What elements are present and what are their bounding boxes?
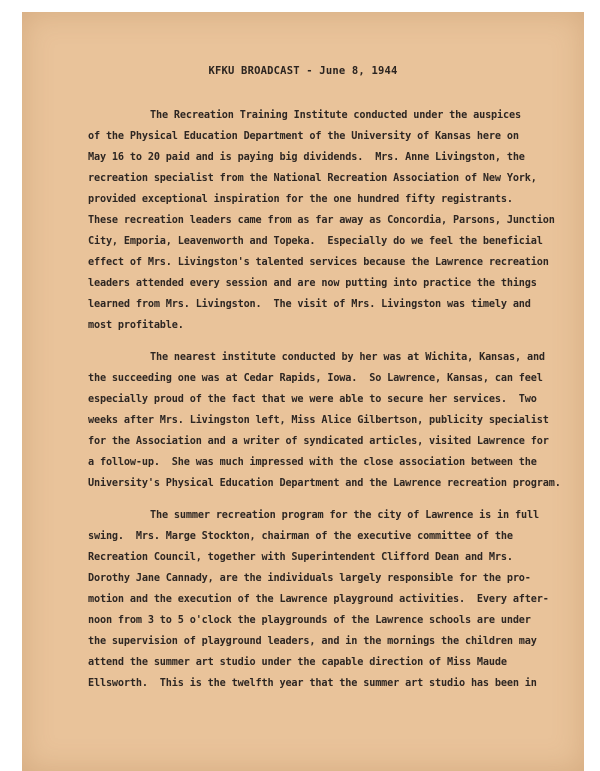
text-line: May 16 to 20 paid and is paying big dividends. Mrs. Anne Livingston, the: [88, 152, 525, 163]
text-line: of the Physical Education Department of the University of Kansas here on: [88, 131, 519, 142]
text-line: learned from Mrs. Livingston. The visit of Mrs. Livingston was timely and: [88, 299, 531, 310]
text-line: provided exceptional inspiration for the one hundred fifty registrants.: [88, 194, 513, 205]
text-line: University's Physical Education Department and the Lawrence recreation program.: [88, 478, 561, 489]
text-line: especially proud of the fact that we were able to secure her services. Two: [88, 394, 537, 405]
text-line: a follow-up. She was much impressed with the close association between the: [88, 457, 537, 468]
text-line: noon from 3 to 5 o'clock the playgrounds of the Lawrence schools are under: [88, 615, 531, 626]
text-line: the succeeding one was at Cedar Rapids, Iowa. So Lawrence, Kansas, can feel: [88, 373, 543, 384]
text-line: City, Emporia, Leavenworth and Topeka. Especially do we feel the beneficial: [88, 236, 543, 247]
text-line: recreation specialist from the National Recreation Association of New York,: [88, 173, 537, 184]
text-line: swing. Mrs. Marge Stockton, chairman of the executive committee of the: [88, 531, 513, 542]
text-line: most profitable.: [88, 320, 184, 331]
text-line: The Recreation Training Institute conducted under the auspices: [150, 110, 521, 121]
text-line: Recreation Council, together with Superintendent Clifford Dean and Mrs.: [88, 552, 513, 563]
text-line: for the Association and a writer of syndicated articles, visited Lawrence for: [88, 436, 549, 447]
text-line: motion and the execution of the Lawrence playground activities. Every after-: [88, 594, 549, 605]
text-line: leaders attended every session and are now putting into practice the things: [88, 278, 537, 289]
text-line: The summer recreation program for the city of Lawrence is in full: [150, 510, 539, 521]
text-line: Dorothy Jane Cannady, are the individuals largely responsible for the pro-: [88, 573, 531, 584]
text-line: The nearest institute conducted by her was at Wichita, Kansas, and: [150, 352, 545, 363]
text-line: weeks after Mrs. Livingston left, Miss Alice Gilbertson, publicity specialist: [88, 415, 549, 426]
text-line: the supervision of playground leaders, and in the mornings the children may: [88, 636, 537, 647]
text-line: Ellsworth. This is the twelfth year that the summer art studio has been in: [88, 678, 537, 689]
text-line: attend the summer art studio under the capable direction of Miss Maude: [88, 657, 507, 668]
document-heading: KFKU BROADCAST - June 8, 1944: [208, 65, 398, 77]
text-line: effect of Mrs. Livingston's talented services because the Lawrence recreation: [88, 257, 549, 268]
text-line: These recreation leaders came from as far away as Concordia, Parsons, Junction: [88, 215, 555, 226]
